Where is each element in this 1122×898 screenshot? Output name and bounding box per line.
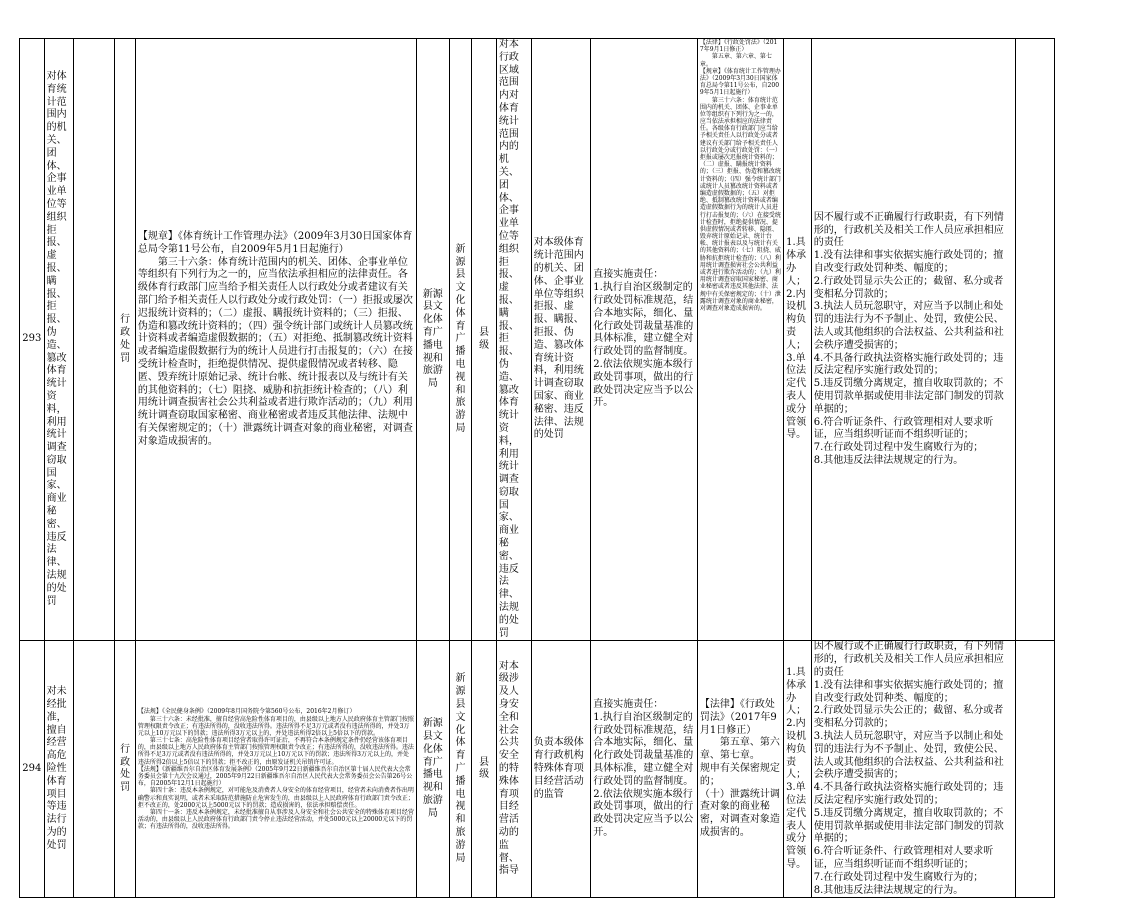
legal-basis-cell: 【规章】《体育统计工作管理办法》（2009年3月30日国家体育总局令第11号公布，自2009年5月1日起施行） 第三十六条：体育统计范围内的机关、团体、企事业单位等组织有下列行为之一的，应当依法承担相应的法律责任。各级体育行政部门应当给予相关责任人以行政处分或者建议有关部门给予相关责任人以行政处分或行政处罚：（一）拒报或屡次迟报统计资料的；（二）虚报、瞒报统计资料的；（三）拒报、伪造和篡改统计资料的；（四）强令统计部门或统计人员篡改统计资料或者编造虚假数据的；（五）对拒绝、抵制篡改统计资料或者编造虚假数据行为的统计人员进行打击报复的；（六）在接受统计检查时，拒绝提供情况、提供虚假情况或者转移、隐匿、毁弃统计原始记录、统计台帐、统计报表以及与统计有关的其他资料的；（七）阻挠、威胁和抗拒统计检查的；（八）利用统计调查损害社会公共利益或者进行欺诈活动的；（九）利用统计调查窃取国家秘密、商业秘密或者违反其他法律、法规中有关保密规定的；（十）泄露统计调查对象的商业秘密，对调查对象造成损害的。 [135,39,416,641]
table-row [20,39,1055,641]
responsibility-items-cell: 直接实施责任： 1.执行自治区级制定的行政处罚标准规范，结合本地实际，细化、量化行政处罚裁量基准的具体标准，建立健全对行政处罚的监督制度。 2.依法依规实施本级行政处罚事项，做出的行政处罚决定应当予以公开。 [591,641,698,898]
responsibility-subject-cell: 负责本级体育行政机构特殊体育项目经营活动的监管 [531,641,590,898]
responsibility-basis-cell: 【法律】《行政处罚法》（2017年9月1日修正） 第五章、第六章、第七章。 规申有关保密规定的； （十）泄露统计调查对象的商业秘密，对调查对象造成损害的。 [697,641,783,898]
remark-cell [1015,641,1054,898]
liability-cases-cell: 因不履行或不正确履行行政职责，有下列情形的，行政机关及相关工作人员应承担相应的责任 1.没有法律和事实依据实施行政处罚的；擅自改变行政处罚种类、幅度的； 2.行政处罚显示失公正的；截留、私分或者变相私分罚款的； 3.执法人员玩忽职守，对应当予以制止和处罚的违法行为不予制止、处罚，致使公民、法人或其他组织的合法权益、公共利益和社会秩序遭受损害的； 4.不具备行政执法资格实施行政处罚的；违反法定程序实施行政处罚的； 5.违反罚缴分离规定，擅自收取罚款的；不使用罚款单据或使用非法定部门制发的罚款单据的； 6.符合听证条件、行政管理相对人要求听证，应当组织听证而不组织听证的； 7.在行政处罚过程中发生腐败行为的； 8.其他违反法律法规规定的行为。 [811,641,1015,898]
table-row [20,641,1055,898]
row-number: 293 [20,39,45,641]
item-type-cell: 行政处罚 [115,641,136,898]
implementing-department-cell: 新源县文化体育广播电视和旅游局 [416,39,449,641]
responsible-subjects-cell: 1.具体承办人； 2.内设机构负责人； 3.单位法定代表人或分管领导。 [784,39,812,641]
implementing-department-cell: 新源县文化体育广播电视和旅游局 [416,641,449,898]
implementing-body-cell: 新源县文化体育广播电视和旅游局 [449,641,472,898]
responsibility-basis-cell: 【法律】《行政处罚法》（2017年9月1日修正） 第五章、第六章、第七章。 【规章】《体育统计工作管理办法》（2009年3月30日国家体育总局令第11号公布，自2009年5月1日起施行） 第三十六条：体育统计范围内的机关、团体、企事业单位等组织有下列行为之一的，应当依法承担相应的法律责任。各级体育行政部门应当给予相关责任人以行政处分或者建议有关部门给予相关责任人以行政处分或行政处罚：（一）拒报或屡次迟报统计资料的；（二）虚报、瞒报统计资料的；（三）拒报、伪造和篡改统计资料的；（四）强令统计部门或统计人员篡改统计资料或者编造虚假数据的；（五）对拒绝、抵制篡改统计资料或者编造虚假数据行为的统计人员进行打击报复的；（六）在接受统计检查时，拒绝提供情况、提供虚假情况或者转移、隐匿、毁弃统计原始记录、统计台帐、统计报表以及与统计有关的其他资料的；（七）阻挠、威胁和抗拒统计检查的；（八）利用统计调查损害社会公共利益或者进行欺诈活动的；（九）利用统计调查窃取国家秘密、商业秘密或者违反其他法律、法规中有关保密规定的；（十）泄露统计调查对象的商业秘密，对调查对象造成损害的。 [697,39,783,641]
empty-cell [74,39,115,641]
responsibility-table [19,38,1055,898]
item-type-cell: 行政处罚 [115,39,136,641]
administrative-level-cell: 县级 [472,641,497,898]
responsibility-subject-cell: 对本级体育统计范围内的机关、团体、企事业单位等组织拒报、虚报、瞒报、拒报、伪造、篡改体育统计资料，利用统计调查窃取国家、商业秘密、违反法律、法规的处罚 [531,39,590,641]
item-content-cell: 对本级涉及人身安全和社会公共安全的特殊体育项目经营活动的监督、指导 [496,641,531,898]
administrative-level-cell: 县级 [472,39,497,641]
empty-cell [74,641,115,898]
remark-cell [1015,39,1054,641]
item-name-cell: 对未经批准，擅自经营高危险性体育项目等违法行为的处罚 [44,641,74,898]
item-name-cell: 对体育统计范围内的机关、团体、企事业单位等组织拒报、虚报、瞒报、拒报、伪造、篡改体育统计资料，利用统计调查窃取国家、商业秘密、违反法律、法规的处罚 [44,39,74,641]
liability-cases-cell: 因不履行或不正确履行行政职责，有下列情形的，行政机关及相关工作人员应承担相应的责任 1.没有法律和事实依据实施行政处罚的；擅自改变行政处罚种类、幅度的； 2.行政处罚显示失公正的；截留、私分或者变相私分罚款的； 3.执法人员玩忽职守，对应当予以制止和处罚的违法行为不予制止、处罚，致使公民、法人或其他组织的合法权益、公共利益和社会秩序遭受损害的； 4.不具备行政执法资格实施行政处罚的；违反法定程序实施行政处罚的； 5.违反罚缴分离规定，擅自收取罚款的；不使用罚款单据或使用非法定部门制发的罚款单据的； 6.符合听证条件、行政管理相对人要求听证，应当组织听证而不组织听证的； 7.在行政处罚过程中发生腐败行为的； 8.其他违反法律法规规定的行为。 [811,39,1015,641]
responsibility-items-cell: 直接实施责任： 1.执行自治区级制定的行政处罚标准规范，结合本地实际，细化、量化行政处罚裁量基准的具体标准，建立健全对行政处罚的监督制度。 2.依法依规实施本级行政处罚事项，做出的行政处罚决定应当予以公开。 [591,39,698,641]
implementing-body-cell: 新源县文化体育广播电视和旅游局 [449,39,472,641]
responsible-subjects-cell: 1.具体承办人； 2.内设机构负责人； 3.单位法定代表人或分管领导。 [784,641,812,898]
item-content-cell: 对本行政区域范围内对体育统计范围内的机关、团体、企事业单位等组织拒报、虚报、瞒报、拒报、伪造、篡改体育统计资料，利用统计调查窃取国家、商业秘密、违反法律、法规的处罚 [496,39,531,641]
legal-basis-cell: 【法规】《全民健身条例》（2009年8月国务院令第560号公布，2016年2月修订） 第三十六条：未经批准，擅自经营高危险性体育项目的，由县级以上地方人民政府体育主管部门按照管理权限责令改正；有违法所得的，没收违法所得。违法所得不足3万元或者没有违法所得的，并处3万元以上10万元以下的罚款；违法所得3万元以上的，并处违法所得2倍以上5倍以下的罚款。 第三十七条：高危险性体育项目经营者取得许可证后，不再符合本条例规定条件仍经营该体育项目的，由县级以上地方人民政府体育主管部门按照管理权限责令改正；有违法所得的，没收违法所得。违法所得不足3万元或者没有违法所得的，并处3万元以上10万元以下的罚款；违法所得3万元以上的，并处违法所得2倍以上5倍以下的罚款；拒不改正的，由原发证机关吊销许可证。 【法规】《新疆维吾尔自治区体育发展条例》（2005年9月22日新疆维吾尔自治区第十届人民代表大会常务委员会第十九次会议通过，2005年9月22日新疆维吾尔自治区人民代表大会常务委员会公告第26号公布，自2005年12月1日起施行） 第四十条：违反本条例规定，对可能危及消费者人身安全的体育经营项目，经营者未向消费者作出明确警示和真实说明，或者未采取防范措施防止危害发生的，由县级以上人民政府体育行政部门责令改正；拒不改正的，处2000元以上5000元以下的罚款；造成损害的，依法承担赔偿责任。 第四十一条：违反本条例规定，未经批准擅自从事涉及人身安全和社会公共安全的特殊体育项目经营活动的，由县级以上人民政府体育行政部门责令停止违法经营活动，并处5000元以上20000元以下的罚款；有违法所得的，没收违法所得。 [135,641,416,898]
row-number: 294 [20,641,45,898]
